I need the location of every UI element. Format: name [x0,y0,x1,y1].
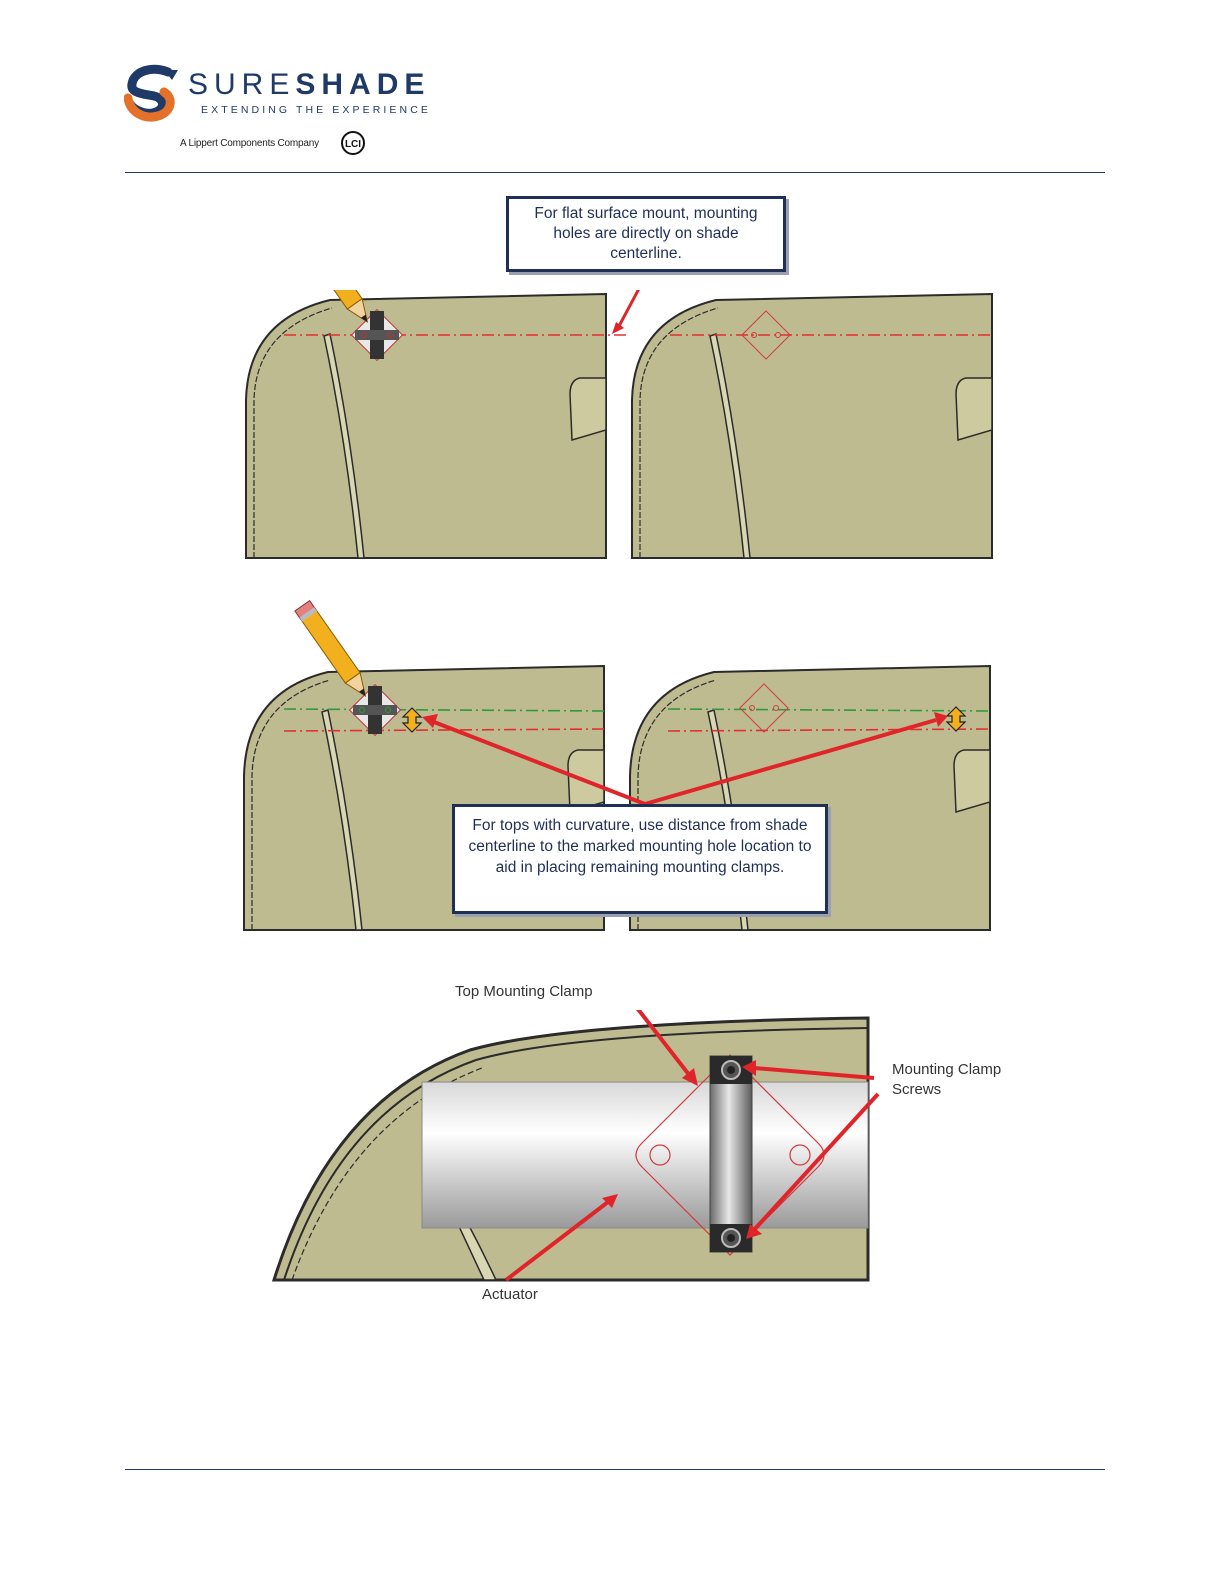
brand-sure: SURE [188,68,296,101]
brand-wordmark [188,68,430,102]
callout-flat-mount [506,196,786,272]
brand-shade: SHADE [295,68,431,101]
callout-flat-mount-text: For flat surface mount, mounting holes are directly on shade centerline. [534,205,758,262]
actuator-tube [422,1082,868,1228]
figure-flat-mount [240,290,1000,560]
callout-curved-mount [452,804,828,914]
figure-clamp-detail [270,1010,880,1282]
label-actuator: Actuator [482,1286,538,1303]
lci-logo-icon [340,130,366,156]
mounting-clamp-icon [710,1056,752,1252]
header-rule [125,172,1105,173]
label-top-mounting-clamp: Top Mounting Clamp [455,983,593,1000]
lci-mark-text: LCI [344,139,362,150]
company-line: A Lippert Components Company [180,138,319,149]
shade-top-right [632,294,992,558]
label-screws-line1: Mounting Clamp [892,1061,1002,1078]
footer-rule [125,1469,1105,1470]
brand-tagline: EXTENDING THE EXPERIENCE [201,104,431,116]
callout-pointer [618,290,650,328]
label-mounting-clamp-screws [892,1060,1001,1100]
label-screws-line2: Screws [892,1081,942,1098]
shade-top-left [246,294,606,558]
sureshade-logo-icon [124,64,182,122]
callout-curved-mount-text: For tops with curvature, use distance from shade centerline to the marked mounting hole location to aid in placing remaining mounting clamps. [468,817,812,876]
